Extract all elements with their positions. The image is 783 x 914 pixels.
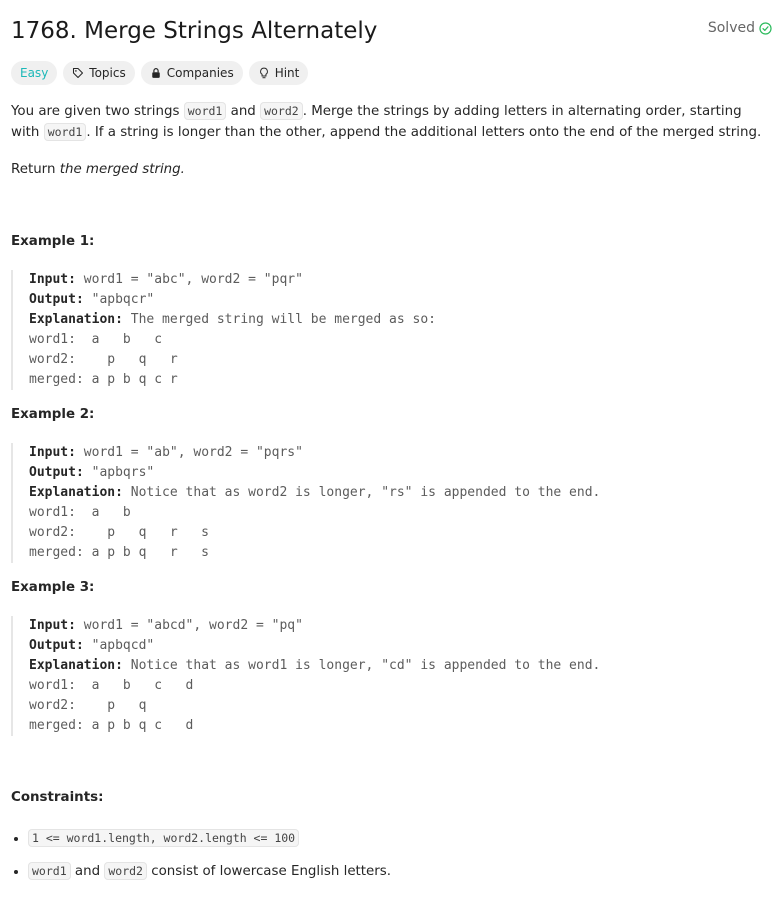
- example-2-block: Input: word1 = "ab", word2 = "pqrs" Output: "apbqrs" Explanation: Notice that as word2 is longer, "rs" is appended to the end. word1: a b word2: p q r s merged: a p b q r s: [11, 443, 600, 563]
- constraint-item: • word1 and word2 consist of lowercase English letters.: [28, 855, 391, 888]
- topics-label: Topics: [89, 66, 126, 80]
- description: [11, 101, 771, 180]
- example-1-title: Example 1:: [11, 234, 95, 249]
- companies-label: Companies: [166, 66, 234, 80]
- companies-button[interactable]: [141, 61, 243, 85]
- lock-icon: [150, 67, 162, 79]
- inline-code: word1: [44, 123, 87, 141]
- difficulty-badge[interactable]: Easy: [11, 61, 57, 85]
- hint-label: Hint: [274, 66, 300, 80]
- title-row: [11, 14, 772, 48]
- inline-code: word1: [184, 102, 227, 120]
- topics-button[interactable]: [63, 61, 134, 85]
- problem-title: 1768. Merge Strings Alternately: [11, 18, 378, 44]
- return-paragraph: Return the merged string.: [11, 162, 185, 177]
- lightbulb-icon: [258, 67, 270, 79]
- tag-bar: [11, 61, 308, 85]
- solved-status: [708, 20, 772, 36]
- hint-button[interactable]: [249, 61, 309, 85]
- example-1-block: Input: word1 = "abc", word2 = "pqr" Output: "apbqcr" Explanation: The merged string will be merged as so: word1: a b c word2: p q r merged: a p b q c r: [11, 270, 436, 390]
- example-3-block: Input: word1 = "abcd", word2 = "pq" Output: "apbqcd" Explanation: Notice that as word1 is longer, "cd" is appended to the end. word1: a b c d word2: p q merged: a p b q c d: [11, 616, 600, 736]
- constraints-list: [11, 822, 391, 888]
- inline-code: word2: [260, 102, 303, 120]
- example-2-title: Example 2:: [11, 407, 95, 422]
- tag-icon: [72, 67, 84, 79]
- constraint-item: • 1 <= word1.length, word2.length <= 100: [28, 822, 391, 855]
- description-paragraph: You are given two strings word1 and word2 . Merge the strings by adding letters in alternating order, starting with word1 . If a string is longer than the other, append the additional letters onto the end of the merged string.: [11, 104, 762, 140]
- example-3-title: Example 3:: [11, 580, 95, 595]
- check-circle-icon: [759, 22, 772, 35]
- constraints-title: Constraints:: [11, 790, 104, 805]
- solved-label: Solved: [707, 20, 755, 36]
